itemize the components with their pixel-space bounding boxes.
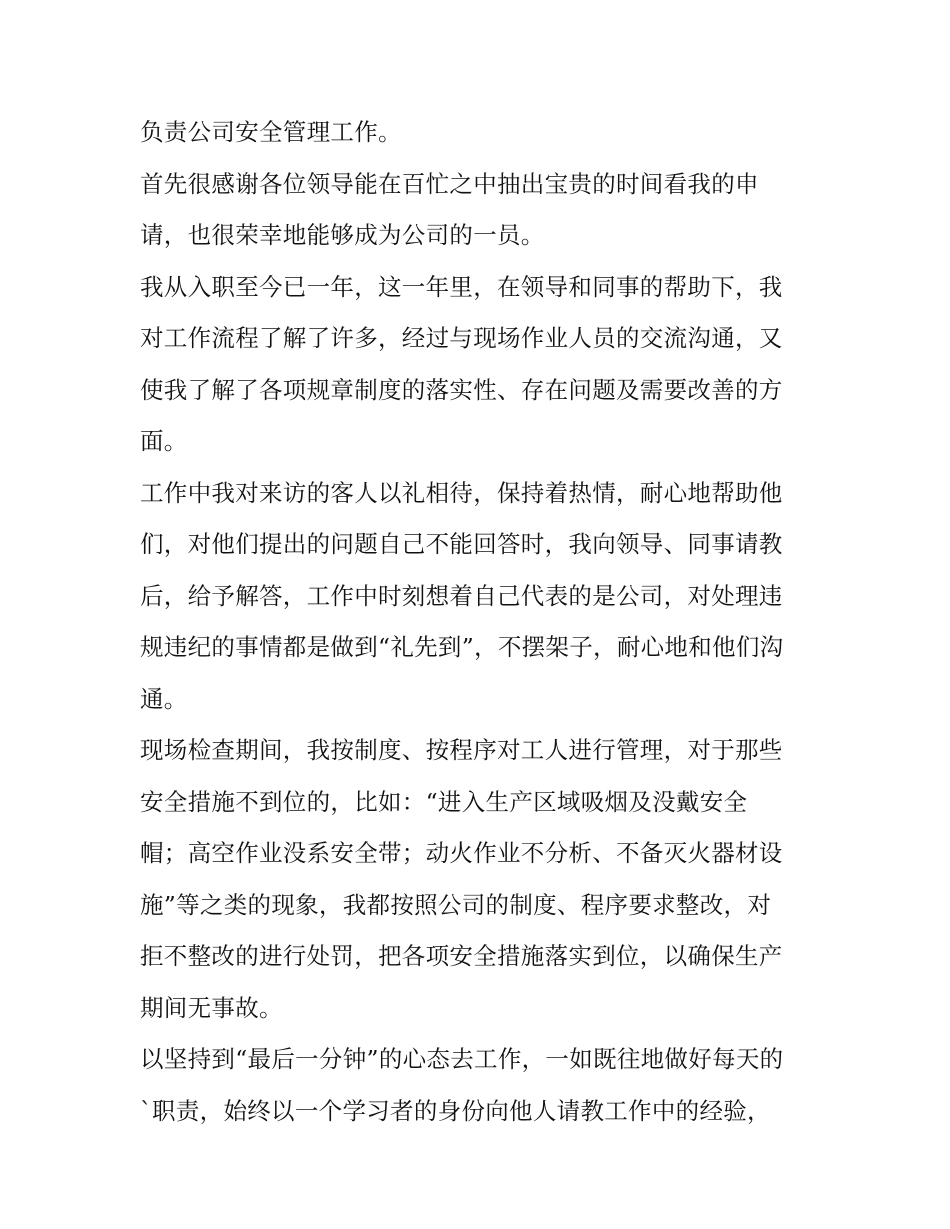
text-line: 工作中我对来访的客人以礼相待，保持着热情，耐心地帮助他	[140, 478, 783, 507]
text-line: 以坚持到“最后一分钟”的心态去工作，一如既往地做好每天的	[140, 1045, 784, 1073]
text-line: 负责公司安全管理工作。	[140, 118, 402, 146]
text-line: 通。	[140, 684, 188, 713]
text-line: 我从入职至今已一年，这一年里，在领导和同事的帮助下，我	[140, 272, 783, 301]
text-line: 使我了解了各项规章制度的落实性、存在问题及需要改善的方	[140, 375, 783, 404]
text-line: 面。	[140, 427, 188, 455]
document-body	[140, 107, 820, 1137]
text-line: 首先很感谢各位领导能在百忙之中抽出宝贵的时间看我的申	[140, 169, 759, 198]
text-line: 拒不整改的进行处罚，把各项安全措施落实到位，以确保生产	[140, 942, 783, 970]
text-line: `职责，始终以一个学习者的身份向他人请教工作中的经验，	[140, 1096, 771, 1125]
text-line: 现场检查期间，我按制度、按程序对工人进行管理，对于那些	[140, 736, 783, 764]
text-line: 帽；高空作业没系安全带；动火作业不分析、不备灭火器材设	[140, 839, 783, 867]
text-line: 后，给予解答，工作中时刻想着自己代表的是公司，对处理违	[140, 581, 783, 610]
text-line: 安全措施不到位的，比如：“进入生产区域吸烟及没戴安全	[140, 787, 748, 816]
text-line: 请，也很荣幸地能够成为公司的一员。	[140, 221, 545, 249]
text-line: 们，对他们提出的问题自己不能回答时，我向领导、同事请教	[140, 530, 783, 558]
text-line: 对工作流程了解了许多，经过与现场作业人员的交流沟通，又	[140, 324, 783, 352]
text-line: 规违纪的事情都是做到“礼先到”，不摆架子，耐心地和他们沟	[140, 633, 784, 661]
text-line: 期间无事故。	[140, 993, 283, 1022]
text-line: 施”等之类的现象，我都按照公司的制度、程序要求整改，对	[140, 890, 772, 919]
